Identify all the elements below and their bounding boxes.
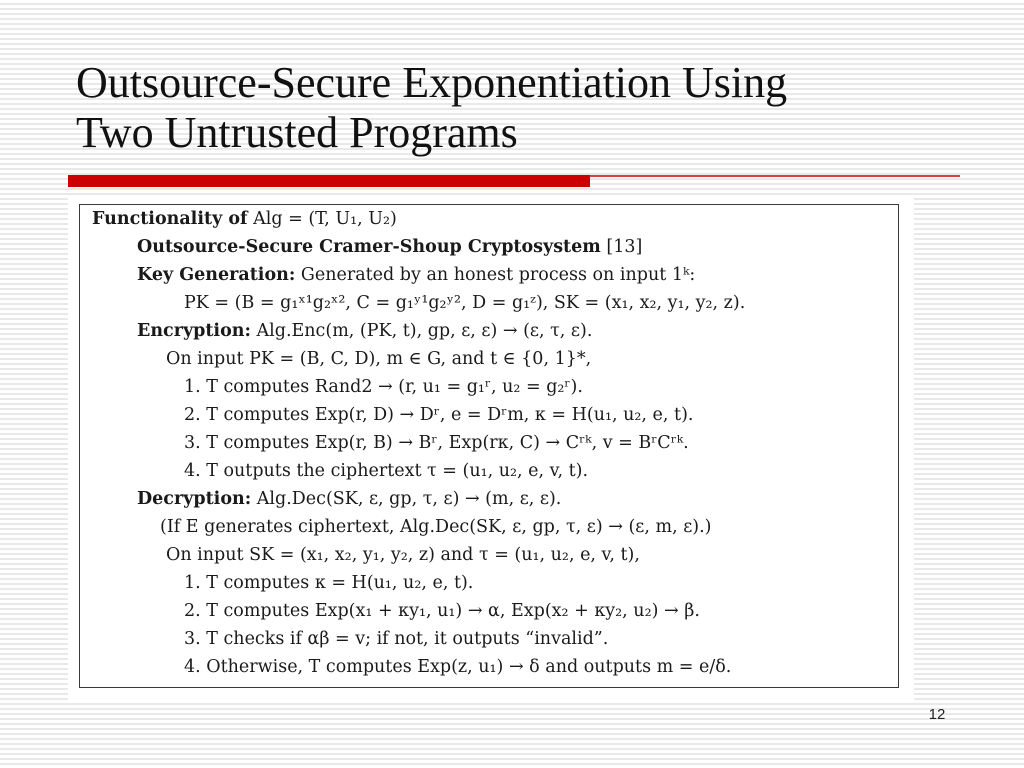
line-label: Outsource-Secure Cramer-Shoup Cryptosystem bbox=[137, 237, 601, 257]
algorithm-line-dec-step-3 bbox=[184, 629, 608, 649]
line-text: On input SK = (x₁, x₂, y₁, y₂, z) and τ = (u₁, u₂, e, v, t), bbox=[166, 545, 640, 565]
line-text: (If E generates ciphertext, Alg.Dec(SK, ε, gp, τ, ε) → (ε, m, ε).) bbox=[160, 517, 712, 537]
title-line-2: Two Untrusted Programs bbox=[76, 108, 518, 157]
line-text: 1. T computes Rand2 → (r, u₁ = g₁ʳ, u₂ = g₂ʳ). bbox=[184, 377, 583, 397]
algorithm-line-encryption bbox=[137, 321, 592, 341]
line-label: Decryption: bbox=[137, 489, 252, 509]
algorithm-line-header bbox=[92, 209, 397, 229]
algorithm-line-enc-step-1 bbox=[184, 377, 583, 397]
algorithm-line-enc-step-2 bbox=[184, 405, 693, 425]
algorithm-line-enc-input bbox=[166, 349, 591, 369]
line-text: 2. T computes Exp(r, D) → Dʳ, e = Dʳm, κ = H(u₁, u₂, e, t). bbox=[184, 405, 694, 425]
line-label: Encryption: bbox=[137, 321, 251, 341]
line-text: On input PK = (B, C, D), m ∈ G, and t ∈ {0, 1}*, bbox=[166, 349, 592, 369]
line-text: 4. Otherwise, T computes Exp(z, u₁) → δ and outputs m = e/δ. bbox=[184, 657, 732, 677]
algorithm-line-enc-step-4 bbox=[184, 461, 588, 481]
line-text: 3. T checks if αβ = v; if not, it outputs “invalid”. bbox=[184, 629, 609, 649]
line-text: 3. T computes Exp(r, B) → Bʳ, Exp(rκ, C) → Cʳᵏ, v = BʳCʳᵏ. bbox=[184, 433, 689, 453]
algorithm-line-dec-step-1 bbox=[184, 573, 473, 593]
algorithm-line-dec-note bbox=[160, 517, 711, 537]
slide-number: 12 bbox=[928, 706, 946, 723]
line-text: 2. T computes Exp(x₁ + κy₁, u₁) → α, Exp(x₂ + κy₂, u₂) → β. bbox=[184, 601, 700, 621]
line-text: 1. T computes κ = H(u₁, u₂, e, t). bbox=[184, 573, 474, 593]
algorithm-line-enc-step-3 bbox=[184, 433, 689, 453]
line-label: Functionality of bbox=[92, 209, 248, 229]
line-text: Alg.Enc(m, (PK, t), gp, ε, ε) → (ε, τ, ε). bbox=[256, 321, 593, 341]
algorithm-line-dec-step-4 bbox=[184, 657, 731, 677]
title-underline-accent bbox=[68, 175, 590, 187]
line-text: Alg.Dec(SK, ε, gp, τ, ε) → (m, ε, ε). bbox=[256, 489, 562, 509]
line-text: [13] bbox=[606, 237, 643, 257]
title-line-1: Outsource-Secure Exponentiation Using bbox=[76, 58, 788, 107]
algorithm-line-key-generation bbox=[137, 265, 695, 285]
algorithm-line-subtitle bbox=[137, 237, 642, 257]
algorithm-line-keys bbox=[184, 293, 745, 313]
algorithm-line-decryption bbox=[137, 489, 561, 509]
line-text: PK = (B = g₁ˣ¹g₂ˣ², C = g₁ʸ¹g₂ʸ², D = g₁ᶻ), SK = (x₁, x₂, y₁, y₂, z). bbox=[184, 293, 746, 313]
algorithm-box bbox=[79, 204, 899, 688]
line-text: Generated by an honest process on input 1ᵏ: bbox=[300, 265, 696, 285]
slide-title bbox=[76, 58, 976, 158]
line-label: Key Generation: bbox=[137, 265, 296, 285]
algorithm-line-dec-input bbox=[166, 545, 640, 565]
title-underline-thin bbox=[590, 175, 960, 177]
line-text: Alg = (T, U₁, U₂) bbox=[253, 209, 397, 229]
line-text: 4. T outputs the ciphertext τ = (u₁, u₂, e, v, t). bbox=[184, 461, 589, 481]
algorithm-line-dec-step-2 bbox=[184, 601, 700, 621]
